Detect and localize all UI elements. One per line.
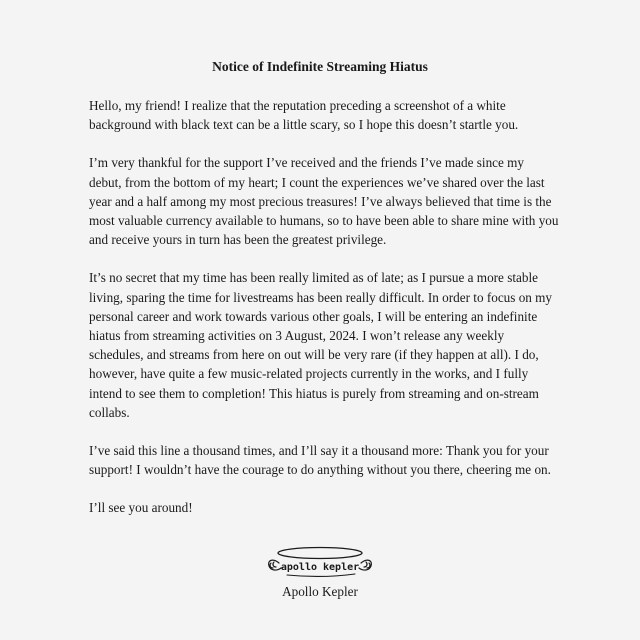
signature-underline <box>287 574 355 576</box>
left-wing-icon <box>269 560 281 570</box>
paragraph-thanks: I’m very thankful for the support I’ve received and the friends I’ve made since my debut, from the bottom of my heart; I count the experiences we’ve shared over the last year and a half among my most precious treasures! I’ve always believed that time is the most valuable currency available to humans, so to have been able to share mine with you and receive yours in turn has been the greatest privilege. <box>89 155 559 248</box>
notice-body <box>89 96 559 537</box>
paragraph-farewell: I’ll see you around! <box>89 500 193 516</box>
right-wing-icon <box>359 560 371 570</box>
signature-text: apollo kepler <box>280 562 360 573</box>
paragraph-greeting: Hello, my friend! I realize that the reputation preceding a screenshot of a white background with black text can be a little scary, so I hope this doesn’t startle you. <box>89 98 519 133</box>
paragraph-support: I’ve said this line a thousand times, and I’ll say it a thousand more: Thank you for your support! I wouldn’t have the courage to do anything without you there, cheering me on. <box>89 443 551 478</box>
signoff-name: Apollo Kepler <box>282 584 358 599</box>
halo-icon <box>278 548 362 559</box>
paragraph-hiatus: It’s no secret that my time has been really limited as of late; as I pursue a more stable living, sparing the time for livestreams has been really difficult. In order to focus on my personal career and work towards various other goals, I will be entering an indefinite hiatus from streaming activities on 3 August, 2024. I won’t release any weekly schedules, and streams from here on out will be very rare (if they happen at all). I do, however, have quite a few music-related projects currently in the works, and I fully intend to see them to completion! This hiatus is purely from streaming and on-stream collabs. <box>89 270 553 420</box>
notice-title: Notice of Indefinite Streaming Hiatus <box>212 59 428 74</box>
signature-drawing <box>263 544 377 584</box>
